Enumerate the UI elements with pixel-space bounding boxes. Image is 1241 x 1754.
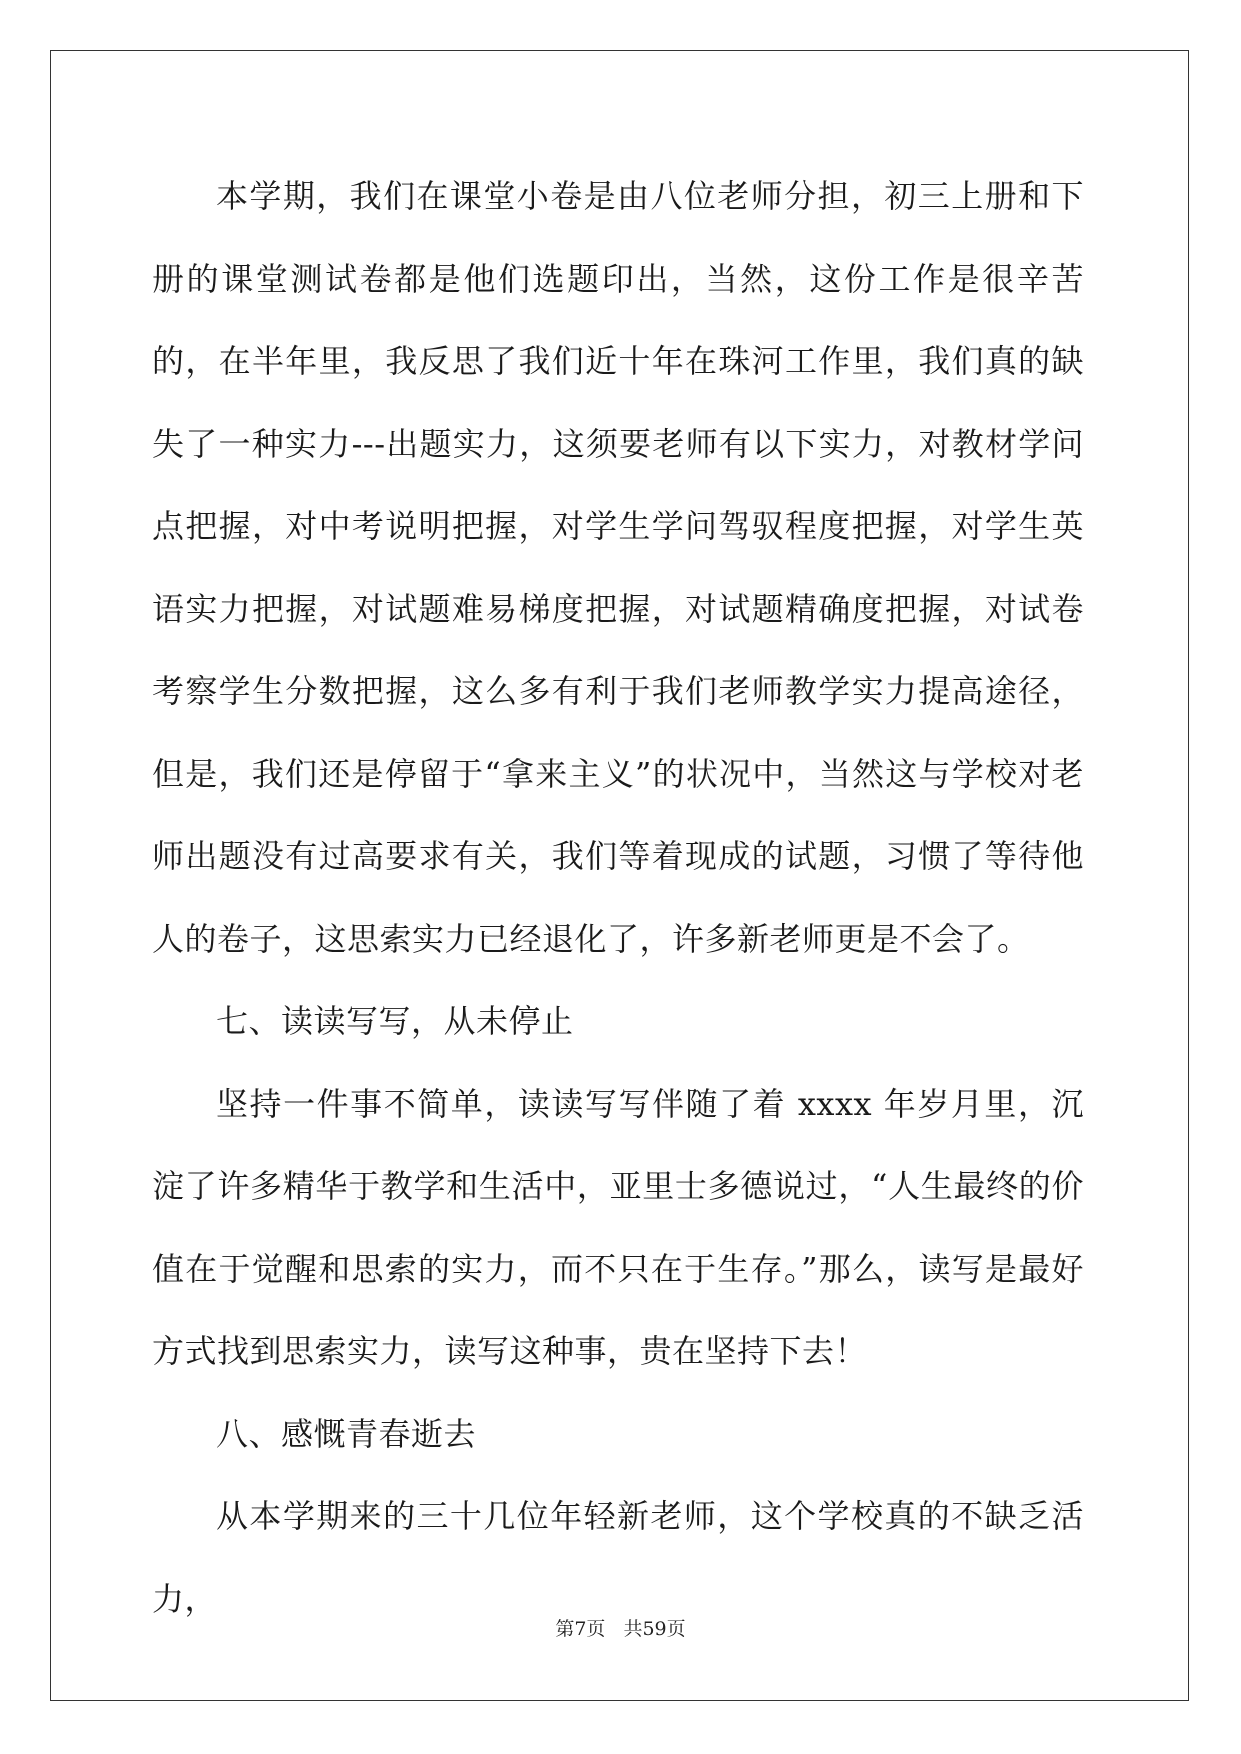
section-heading-reading-writing: 七、读读写写，从未停止 <box>216 1002 574 1040</box>
paragraph-exam-writing: 本学期，我们在课堂小卷是由八位老师分担，初三上册和下册的课堂测试卷都是他们选题印出，当然，这份工作是很辛苦的，在半年里，我反思了我们近十年在珠河工作里，我们真的缺失了一种实力---出题实力，这须要老师有以下实力，对教材学问点把握，对中考说明把握，对学生学问驾驭程度把握，对学生英语实力把握，对试题难易梯度把握，对试题精确度把握，对试卷考察学生分数把握，这么多有利于我们老师教学实力提高途径，但是，我们还是停留于“拿来主义”的状况中，当然这与学校对老师出题没有过高要求有关，我们等着现成的试题，习惯了等待他人的卷子，这思索实力已经退化了，许多新老师更是不会了。 <box>152 177 1084 958</box>
page-footer <box>0 1614 1241 1641</box>
total-pages-label: 共59页 <box>623 1618 686 1640</box>
section-heading-youth: 八、感慨青春逝去 <box>216 1414 477 1453</box>
document-body <box>152 155 1084 1640</box>
paragraph-reading-writing: 坚持一件事不简单，读读写写伴随了着 xxxx 年岁月里，沉淀了许多精华于教学和生活中，亚里士多德说过，“人生最终的价值在于觉醒和思索的实力，而不只在于生存。”那么，读写是最好方式找到思索实力，读写这种事，贵在坚持下去！ <box>152 1084 1084 1370</box>
current-page-label: 第7页 <box>555 1618 606 1640</box>
paragraph-youth: 从本学期来的三十几位年轻新老师，这个学校真的不缺乏活力， <box>152 1497 1084 1618</box>
